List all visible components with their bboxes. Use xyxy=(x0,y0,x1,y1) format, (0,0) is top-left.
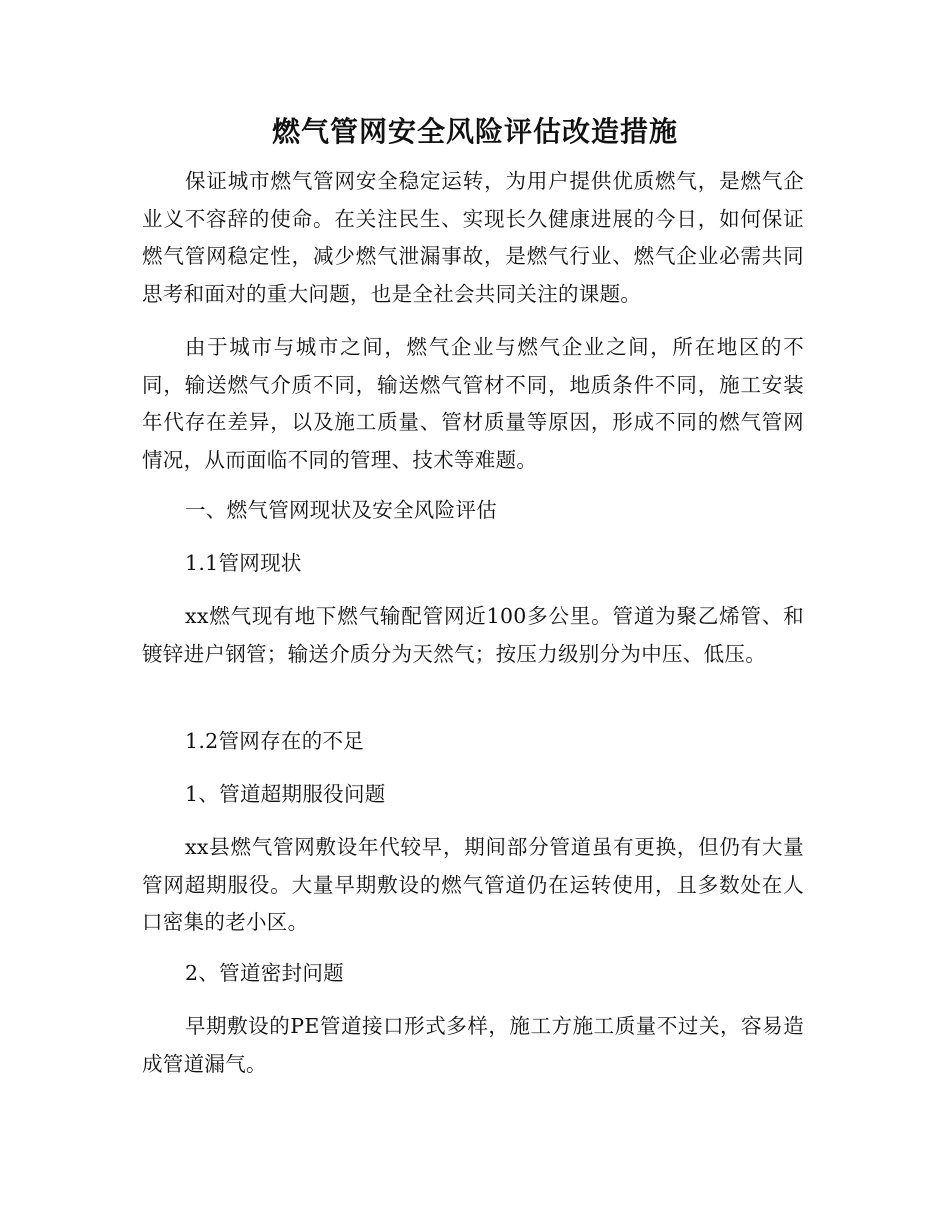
issue-heading-2: 2、管道密封问题 xyxy=(185,961,344,985)
background-paragraph: 由于城市与城市之间，燃气企业与燃气企业之间，所在地区的不同，输送燃气介质不同，输送燃气管材不同，地质条件不同，施工安装年代存在差异，以及施工质量、管材质量等原因，形成不同的燃气管网情况，从而面临不同的管理、技术等难题。 xyxy=(142,335,804,472)
overdue-service-paragraph: xx县燃气管网敷设年代较早，期间部分管道虽有更换，但仍有大量管网超期服役。大量早期敷设的燃气管道仍在运转使用，且多数处在人口密集的老小区。 xyxy=(142,835,804,934)
network-status-paragraph: xx燃气现有地下燃气输配管网近100多公里。管道为聚乙烯管、和镀锌进户钢管；输送介质分为天然气；按压力级别分为中压、低压。 xyxy=(142,604,804,666)
document-title: 燃气管网安全风险评估改造措施 xyxy=(271,115,678,148)
issue-heading-1: 1、管道超期服役问题 xyxy=(185,782,386,806)
subsection-heading-1-2: 1.2管网存在的不足 xyxy=(185,729,365,753)
section-heading-1: 一、燃气管网现状及安全风险评估 xyxy=(185,498,497,522)
subsection-heading-1-1: 1.1管网现状 xyxy=(185,551,302,575)
intro-paragraph: 保证城市燃气管网安全稳定运转，为用户提供优质燃气，是燃气企业义不容辞的使命。在关注民生、实现长久健康进展的今日，如何保证燃气管网稳定性，减少燃气泄漏事故，是燃气行业、燃气企业必需共同思考和面对的重大问题，也是全社会共同关注的课题。 xyxy=(142,169,804,306)
sealing-issue-paragraph: 早期敷设的PE管道接口形式多样，施工方施工质量不过关，容易造成管道漏气。 xyxy=(142,1014,804,1076)
